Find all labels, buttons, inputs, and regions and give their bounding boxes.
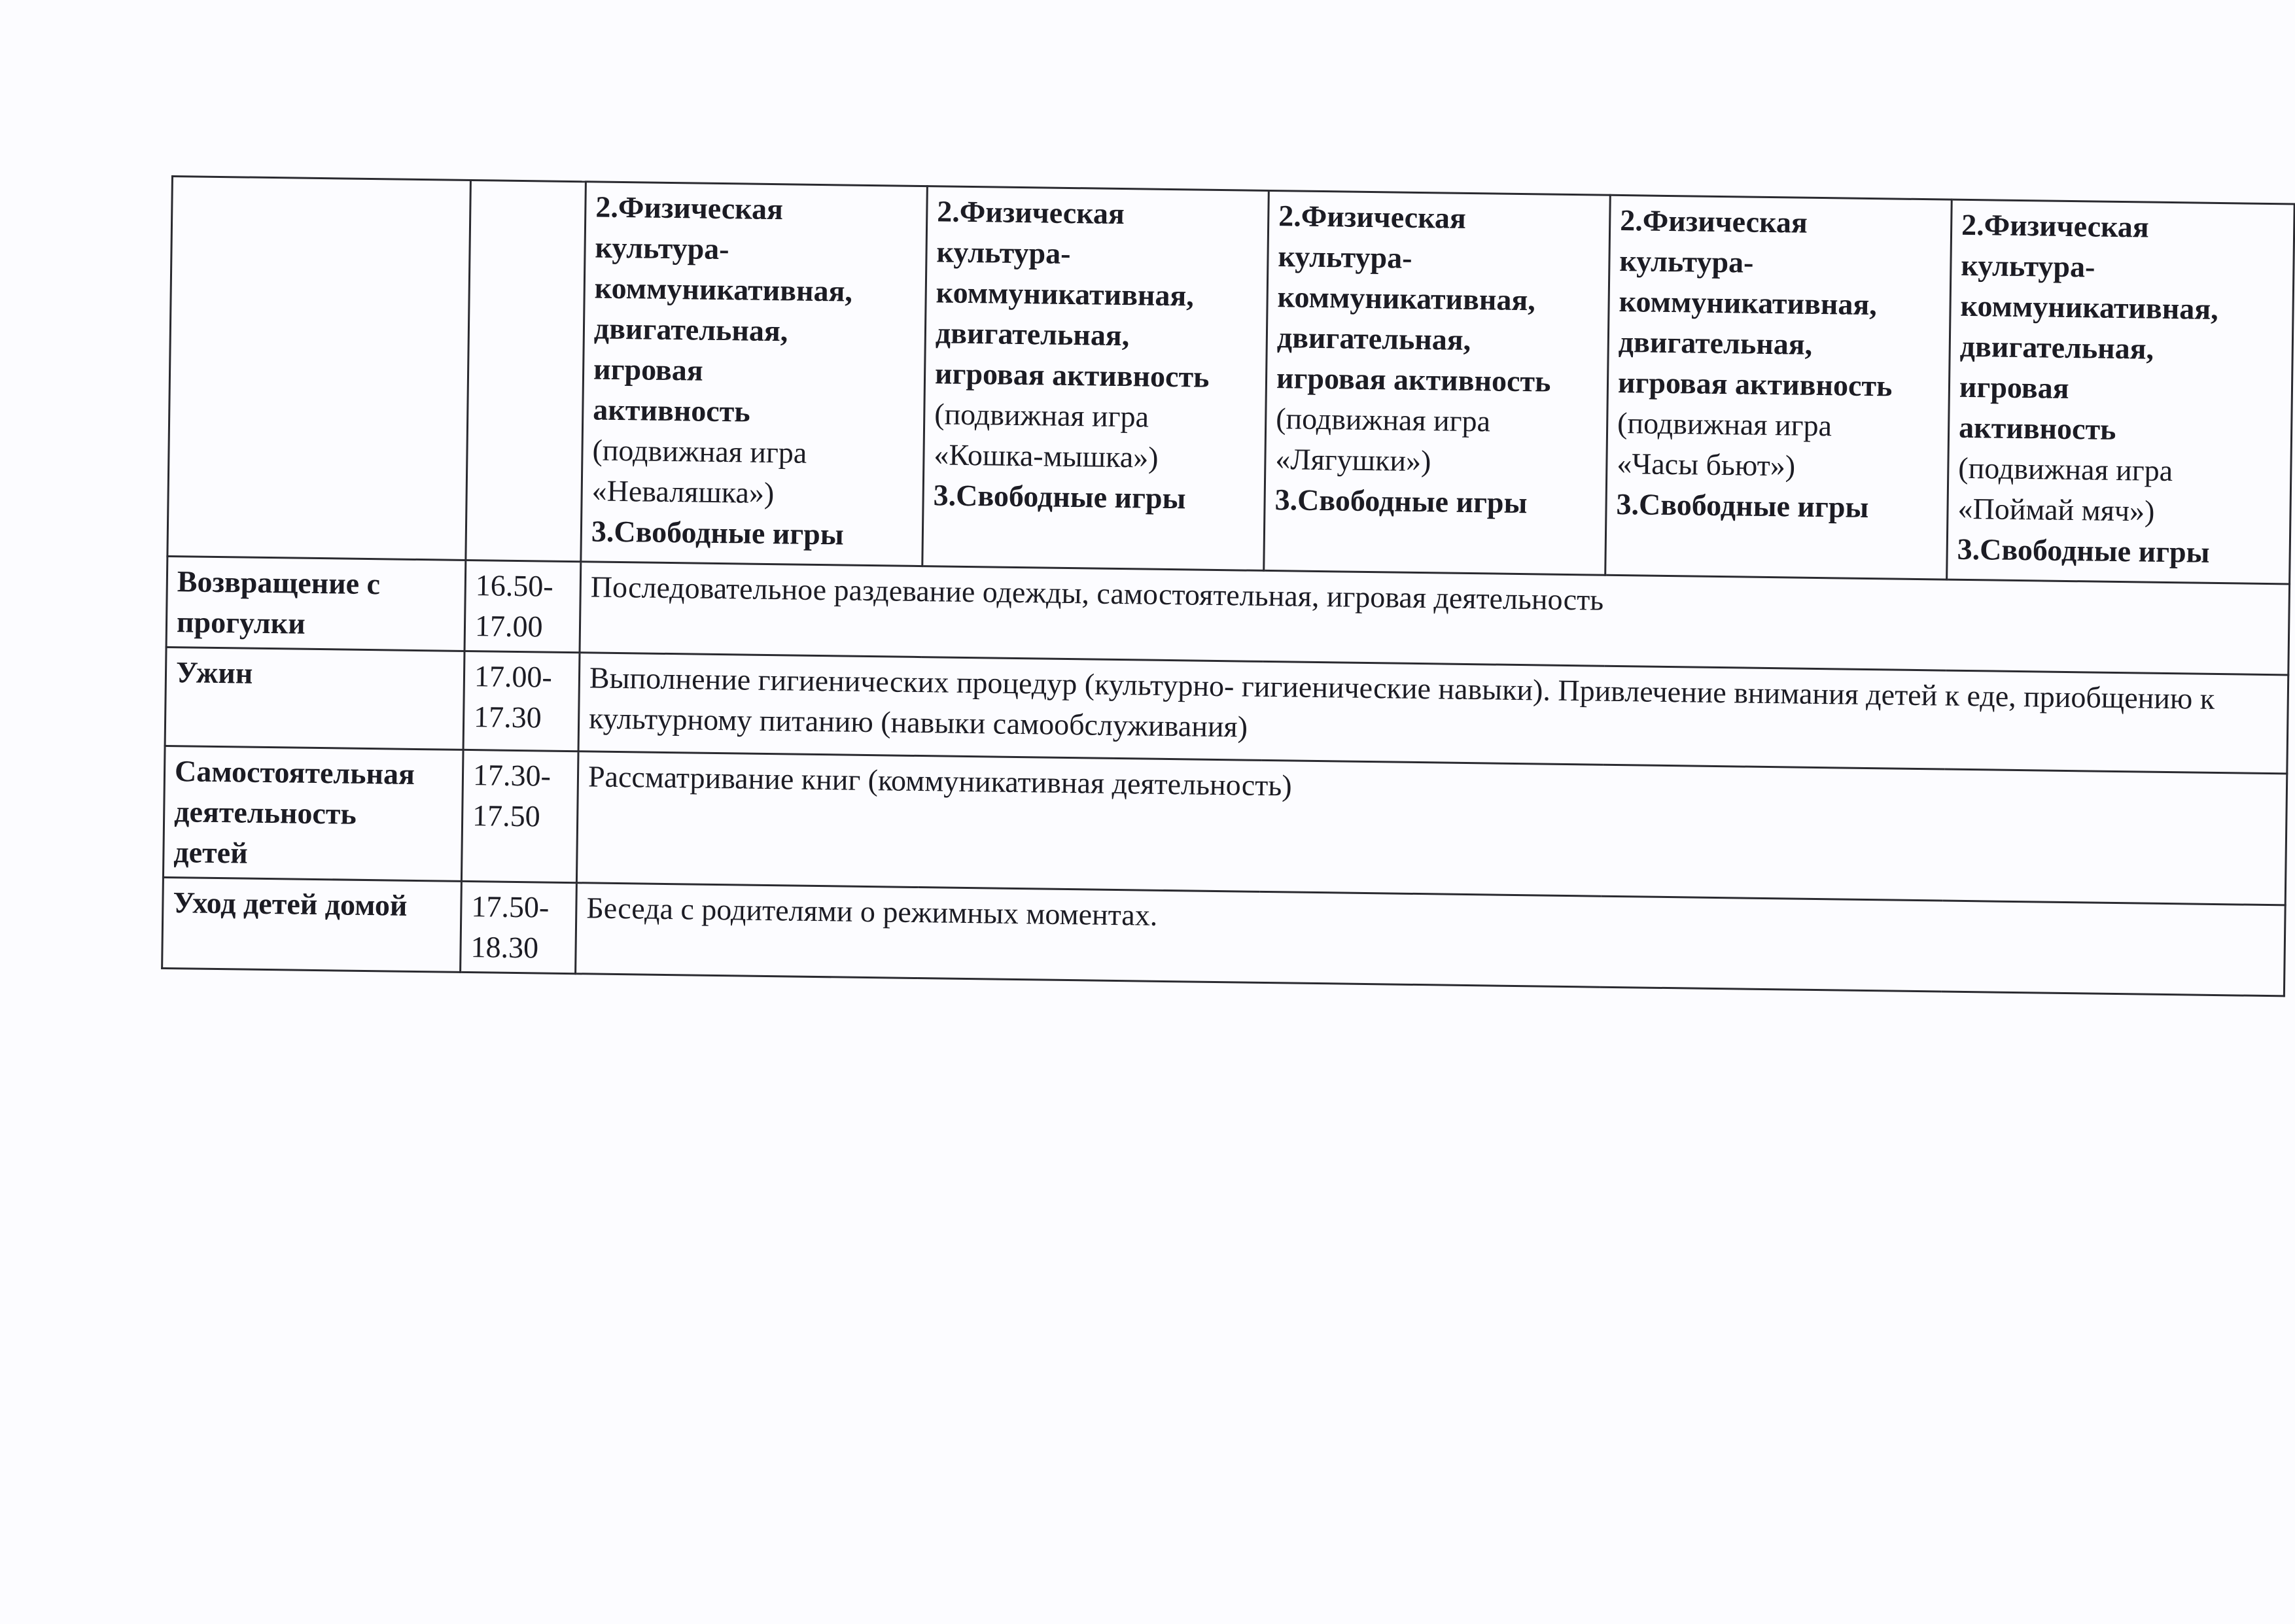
schedule-sheet	[161, 175, 2295, 997]
activity-line: игровая	[593, 352, 704, 387]
game-line: (подвижная игра	[934, 397, 1149, 434]
time-range: 17.50-	[471, 890, 550, 924]
game-line: (подвижная игра	[1275, 402, 1491, 438]
regime-name: Самостоятельная	[174, 754, 415, 791]
time-range: 17.00	[474, 609, 543, 644]
regime-name: Уход детей домой	[173, 886, 408, 922]
activity-line: 2.Физическая	[1278, 199, 1467, 235]
time-range: 17.00-	[474, 659, 553, 694]
time-cell	[461, 750, 578, 882]
description-cell	[576, 752, 2286, 905]
activity-line: культура-	[1619, 243, 1754, 279]
activity-line: коммуникативная,	[1619, 284, 1878, 322]
day-cell-4	[1605, 195, 1952, 579]
regime-name-cell	[163, 746, 463, 881]
game-line: (подвижная игра	[592, 433, 807, 470]
game-line: (подвижная игра	[1958, 451, 2173, 488]
activity-line: двигательная,	[593, 311, 788, 348]
regime-name: Ужин	[175, 655, 253, 690]
activity-line: коммуникативная,	[594, 271, 853, 308]
free-play-label: 3.Свободные игры	[933, 478, 1186, 515]
regime-name: деятельность	[173, 795, 357, 831]
day-cell-5	[1947, 199, 2295, 584]
activity-line: культура-	[595, 230, 729, 266]
time-range: 17.30	[473, 700, 542, 734]
time-range: 17.30-	[472, 758, 552, 793]
activity-line: активность	[593, 392, 750, 428]
day-cell-2	[922, 186, 1269, 571]
activity-line: игровая	[1959, 370, 2069, 405]
activity-line: 2.Физическая	[1619, 203, 1808, 239]
day-cell-1	[581, 182, 928, 566]
free-play-label: 3.Свободные игры	[1616, 487, 1869, 525]
regime-name: прогулки	[176, 605, 306, 640]
time-cell	[463, 651, 580, 751]
activity-line: двигательная,	[1618, 324, 1813, 361]
activity-line: двигательная,	[1276, 320, 1471, 357]
regime-description: Последовательное раздевание одежды, самостоятельная, игровая деятельность	[590, 570, 1604, 617]
regime-name: детей	[173, 835, 248, 870]
free-play-label: 3.Свободные игры	[1957, 532, 2210, 569]
day-cell-3	[1264, 190, 1611, 575]
activity-line: игровая активность	[1276, 361, 1551, 398]
activity-line: коммуникативная,	[1277, 280, 1536, 317]
regime-description: Беседа с родителями о режимных моментах.	[586, 891, 1158, 932]
activity-line: 2.Физическая	[595, 190, 784, 226]
time-range: 16.50-	[475, 568, 553, 603]
activity-line: игровая активность	[934, 356, 1210, 394]
game-line: «Лягушки»)	[1275, 442, 1431, 478]
regime-name: Возвращение с	[177, 564, 381, 601]
regime-description: Выполнение гигиенических процедур (культурно- гигиенические навыки). Привлечение внимания детей к еде, приобщению к культурному питанию (навыки самообслуживания)	[588, 661, 2215, 744]
regime-name-cell	[162, 877, 462, 972]
activity-line: двигательная,	[935, 316, 1130, 353]
game-line: «Неваляшка»)	[591, 474, 775, 510]
activity-line: 2.Физическая	[1961, 207, 2150, 244]
regime-name-cell	[165, 647, 464, 750]
empty-time-cell	[466, 180, 586, 561]
activity-line: культура-	[1961, 248, 2095, 284]
activity-line: коммуникативная,	[936, 275, 1195, 313]
time-range: 18.30	[470, 930, 539, 965]
daily-schedule-table	[161, 175, 2295, 997]
activity-line: культура-	[936, 235, 1071, 271]
free-play-label: 3.Свободные игры	[1274, 483, 1528, 520]
free-play-label: 3.Свободные игры	[591, 514, 845, 551]
time-cell	[464, 560, 581, 652]
time-cell	[461, 881, 577, 973]
regime-description: Рассматривание книг (коммуникативная деятельность)	[587, 759, 1292, 803]
activity-line: культура-	[1278, 239, 1412, 275]
activity-line: 2.Физическая	[937, 194, 1125, 231]
game-line: «Кошка-мышка»)	[934, 438, 1159, 474]
table-row-walk-activities	[167, 177, 2294, 584]
game-line: (подвижная игра	[1617, 406, 1832, 443]
activity-line: активность	[1958, 410, 2116, 446]
empty-name-cell	[167, 177, 471, 561]
activity-line: коммуникативная,	[1960, 288, 2219, 326]
activity-line: двигательная,	[1959, 329, 2154, 366]
activity-line: игровая активность	[1617, 365, 1893, 403]
time-range: 17.50	[472, 799, 541, 833]
regime-name-cell	[166, 556, 466, 651]
game-line: «Часы бьют»)	[1617, 446, 1796, 483]
game-line: «Поймай мяч»)	[1957, 491, 2155, 528]
